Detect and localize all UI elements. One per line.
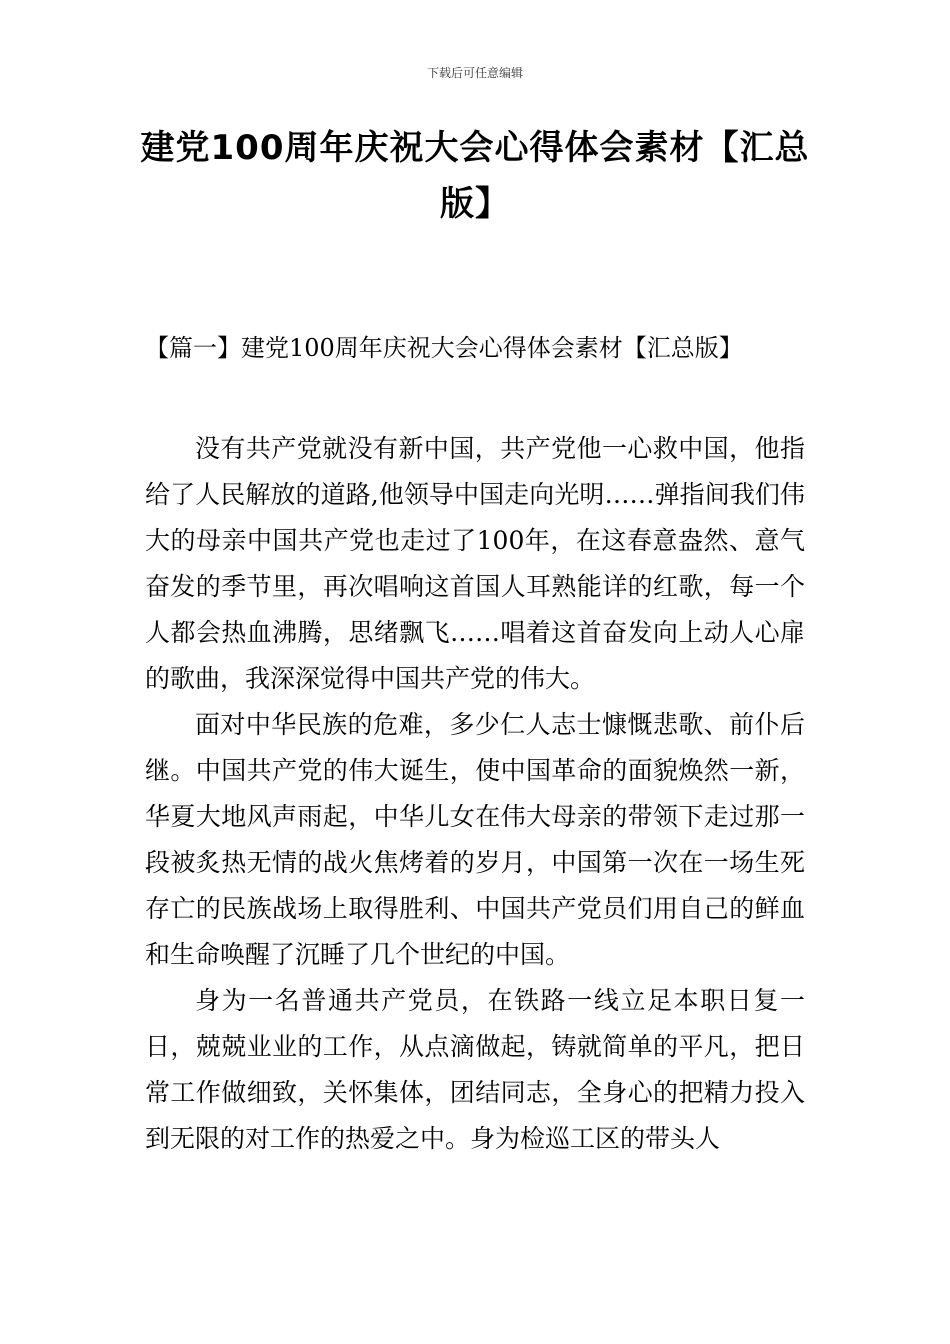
section-heading: 【篇一】建党100周年庆祝大会心得体会素材【汇总版】 <box>145 334 743 362</box>
header-note: 下载后可任意编辑 <box>426 66 523 80</box>
paragraph-2: 面对中华民族的危难，多少仁人志士慷慨悲歌、前仆后继。中国共产党的伟大诞生，使中国革命的面貌焕然一新，华夏大地风声雨起，中华儿女在伟大母亲的带领下走过那一段被炙热无情的战火焦烤着的岁月，中国第一次在一场生死存亡的民族战场上取得胜利、中国共产党员们用自己的鲜血和生命唤醒了沉睡了几个世纪的中国。 <box>145 710 805 969</box>
document-title: 建党100周年庆祝大会心得体会素材【汇总版】 <box>140 128 810 224</box>
paragraph-1: 没有共产党就没有新中国，共产党他一心救中国，他指给了人民解放的道路,他领导中国走向光明……弹指间我们伟大的母亲中国共产党也走过了100年，在这春意盎然、意气奋发的季节里，再次唱响这首国人耳熟能详的红歌，每一个人都会热血沸腾，思绪飘飞……唱着这首奋发向上动人心扉的歌曲，我深深觉得中国共产党的伟大。 <box>145 434 805 693</box>
paragraph-3: 身为一名普通共产党员，在铁路一线立足本职日复一日，兢兢业业的工作，从点滴做起，铸就简单的平凡，把日常工作做细致，关怀集体，团结同志，全身心的把精力投入到无限的对工作的热爱之中。身为检巡工区的带头人 <box>145 986 805 1153</box>
body-text <box>145 426 805 1162</box>
